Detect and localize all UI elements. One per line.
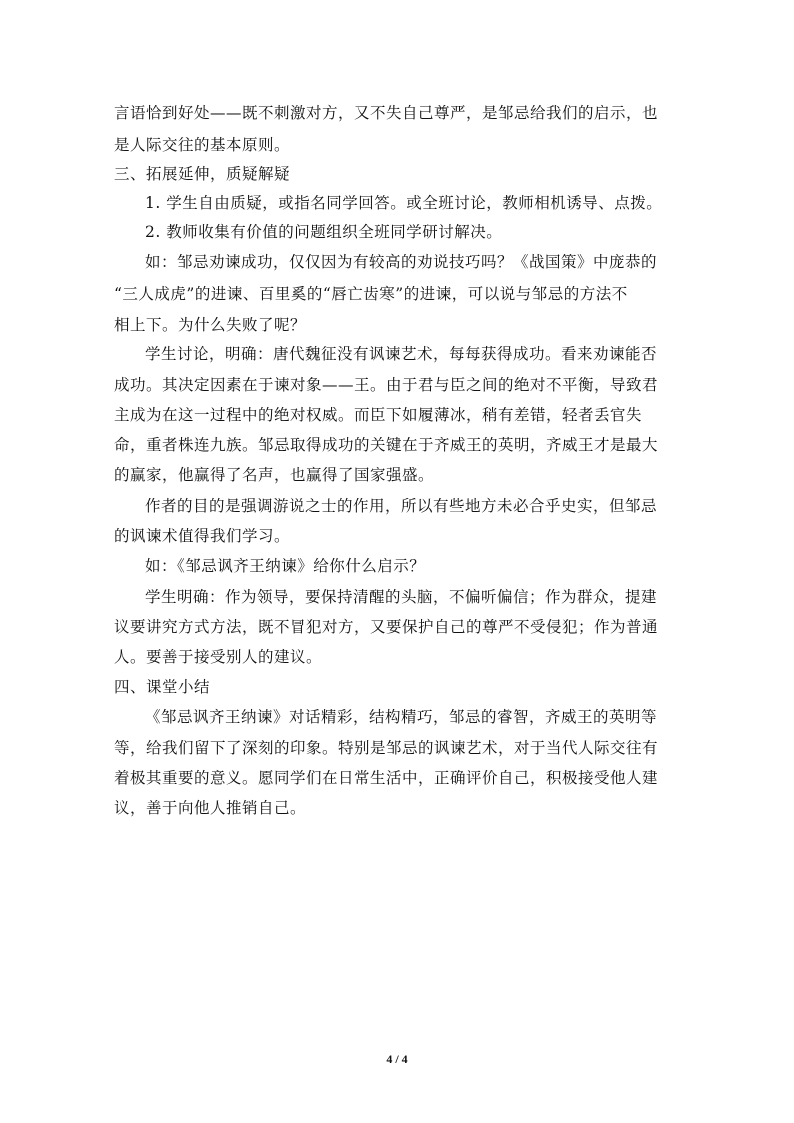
paragraph-line: 议要讲究方式方法，既不冒犯对方，又要保护自己的尊严不受侵犯；作为普通 <box>114 618 659 636</box>
list-item: 2. 教师收集有价值的问题组织全班同学研讨解决。 <box>145 223 503 241</box>
paragraph-line: 的讽谏术值得我们学习。 <box>114 527 291 545</box>
paragraph-line: “三人成虎”的进谏、百里奚的“唇亡齿寒”的进谏，可以说与邹忌的方法不 <box>114 285 628 303</box>
paragraph-line: 议，善于向他人推销自己。 <box>114 799 307 817</box>
paragraph-line: 的赢家，他赢得了名声，也赢得了国家强盛。 <box>114 466 435 484</box>
section-heading: 三、拓展延伸，质疑解疑 <box>114 165 291 183</box>
paragraph-line: 《邹忌讽齐王纳谏》对话精彩，结构精巧，邹忌的睿智，齐威王的英明等 <box>145 708 658 726</box>
paragraph-line: 作者的目的是强调游说之士的作用，所以有些地方未必合乎史实，但邹忌 <box>145 497 658 515</box>
paragraph-line: 如：《邹忌讽齐王纳谏》给你什么启示？ <box>145 557 426 575</box>
paragraph-line: 学生明确：作为领导，要保持清醒的头脑，不偏听偏信；作为群众，提建 <box>145 588 658 606</box>
paragraph-line: 着极其重要的意义。愿同学们在日常生活中，正确评价自己，积极接受他人建 <box>114 769 659 787</box>
paragraph-line: 人。要善于接受别人的建议。 <box>114 648 323 666</box>
paragraph-line: 如：邹忌劝谏成功，仅仅因为有较高的劝说技巧吗？《战国策》中庞恭的 <box>145 253 658 271</box>
paragraph-line: 学生讨论，明确：唐代魏征没有讽谏艺术，每每获得成功。看来劝谏能否 <box>145 345 658 363</box>
page-number: 4 / 4 <box>386 1052 408 1066</box>
section-heading: 四、课堂小结 <box>114 678 211 696</box>
paragraph-line: 相上下。为什么失败了呢？ <box>114 316 307 334</box>
paragraph-line: 是人际交往的基本原则。 <box>114 136 291 154</box>
list-item: 1. 学生自由质疑，或指名同学回答。或全班讨论，教师相机诱导、点拨。 <box>145 194 663 212</box>
paragraph-line: 等，给我们留下了深刻的印象。特别是邹忌的讽谏艺术，对于当代人际交往有 <box>114 739 659 757</box>
paragraph-line: 命，重者株连九族。邹忌取得成功的关键在于齐威王的英明，齐威王才是最大 <box>114 436 659 454</box>
paragraph-line: 主成为在这一过程中的绝对权威。而臣下如履薄冰，稍有差错，轻者丢官失 <box>114 406 643 424</box>
paragraph-line: 成功。其决定因素在于谏对象——王。由于君与臣之间的绝对不平衡，导致君 <box>114 376 659 394</box>
paragraph-line: 言语恰到好处——既不刺激对方，又不失自己尊严，是邹忌给我们的启示，也 <box>114 104 659 122</box>
